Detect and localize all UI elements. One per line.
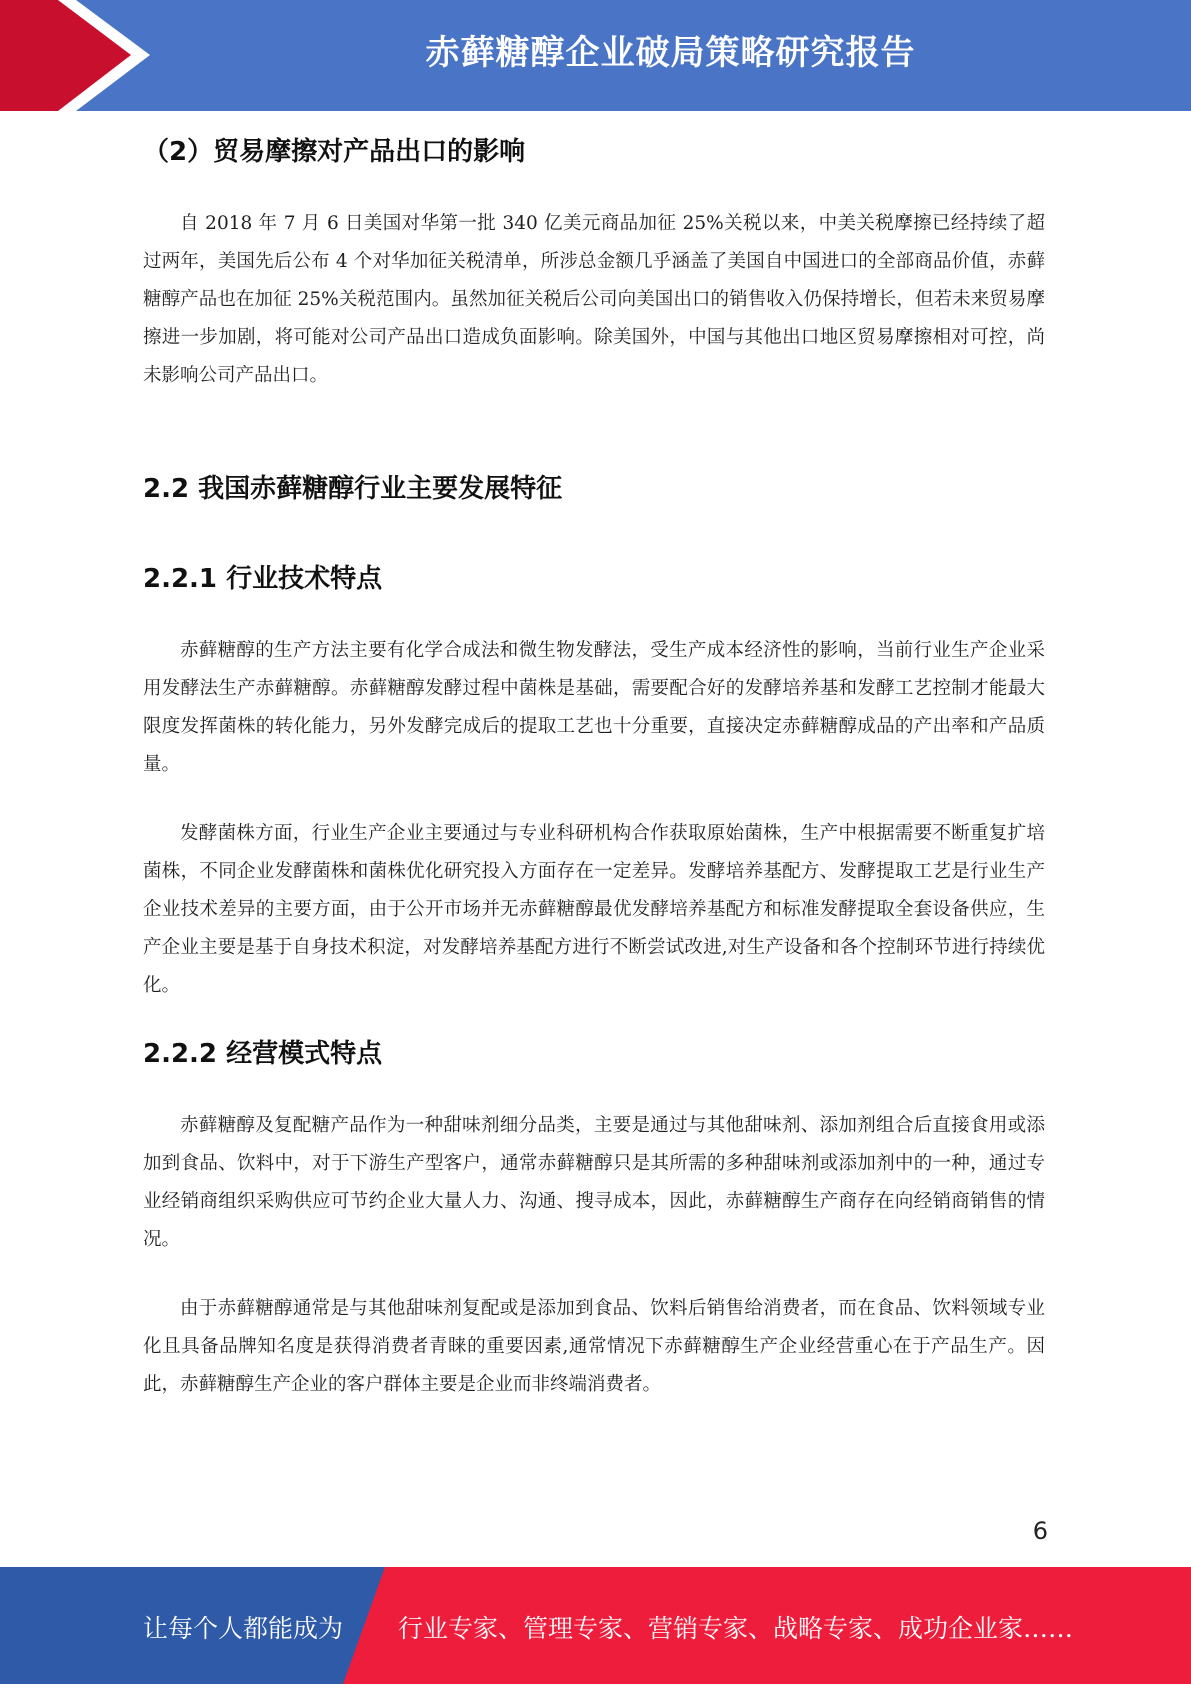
section-2-2-heading: 2.2 我国赤藓糖醇行业主要发展特征 (143, 474, 563, 504)
section-2-2-1-heading: 2.2.1 行业技术特点 (143, 564, 383, 594)
business-paragraph-1: 赤藓糖醇及复配糖产品作为一种甜味剂细分品类，主要是通过与其他甜味剂、添加剂组合后直接食用或添加到食品、饮料中，对于下游生产型客户，通常赤藓糖醇只是其所需的多种甜味剂或添加剂中的一种，通过专业经销商组织采购供应可节约企业大量人力、沟通、搜寻成本，因此，赤藓糖醇生产商存在向经销商销售的情况。 (143, 1115, 1045, 1250)
page-number: 6 (1032, 1517, 1048, 1545)
trade-friction-heading: （2）贸易摩擦对产品出口的影响 (143, 137, 526, 167)
trade-friction-paragraph: 自 2018 年 7 月 6 日美国对华第一批 340 亿美元商品加征 25%关税以来，中美关税摩擦已经持续了超过两年，美国先后公布 4 个对华加征关税清单，所涉总金额几乎涵盖了美国自中国进口的全部商品价值，赤藓糖醇产品也在加征 25%关税范围内。虽然加征关税后公司向美国出口的销售收入仍保持增长，但若未来贸易摩擦进一步加剧，将可能对公司产品出口造成负面影响。除美国外，中国与其他出口地区贸易摩擦相对可控，尚未影响公司产品出口。 (143, 213, 1045, 386)
tech-paragraph-2: 发酵菌株方面，行业生产企业主要通过与专业科研机构合作获取原始菌株，生产中根据需要不断重复扩培菌株，不同企业发酵菌株和菌株优化研究投入方面存在一定差异。发酵培养基配方、发酵提取工艺是行业生产企业技术差异的主要方面，由于公开市场并无赤藓糖醇最优发酵培养基配方和标准发酵提取全套设备供应，生产企业主要是基于自身技术积淀，对发酵培养基配方进行不断尝试改进,对生产设备和各个控制环节进行持续优化。 (143, 823, 1045, 996)
footer-slogan-left: 让每个人都能成为 (143, 1614, 344, 1643)
page-footer (0, 1567, 1191, 1684)
business-paragraph-2: 由于赤藓糖醇通常是与其他甜味剂复配或是添加到食品、饮料后销售给消费者，而在食品、饮料领域专业化且具备品牌知名度是获得消费者青睐的重要因素,通常情况下赤藓糖醇生产企业经营重心在于产品生产。因此，赤藓糖醇生产企业的客户群体主要是企业而非终端消费者。 (143, 1298, 1045, 1395)
footer-slogan-right: 行业专家、管理专家、营销专家、战略专家、成功企业家…… (398, 1614, 1074, 1643)
report-title: 赤藓糖醇企业破局策略研究报告 (425, 33, 916, 73)
page-header (0, 0, 1191, 111)
section-2-2-2-heading: 2.2.2 经营模式特点 (143, 1039, 383, 1069)
tech-paragraph-1: 赤藓糖醇的生产方法主要有化学合成法和微生物发酵法，受生产成本经济性的影响，当前行业生产企业采用发酵法生产赤藓糖醇。赤藓糖醇发酵过程中菌株是基础，需要配合好的发酵培养基和发酵工艺控制才能最大限度发挥菌株的转化能力，另外发酵完成后的提取工艺也十分重要，直接决定赤藓糖醇成品的产出率和产品质量。 (143, 640, 1045, 775)
